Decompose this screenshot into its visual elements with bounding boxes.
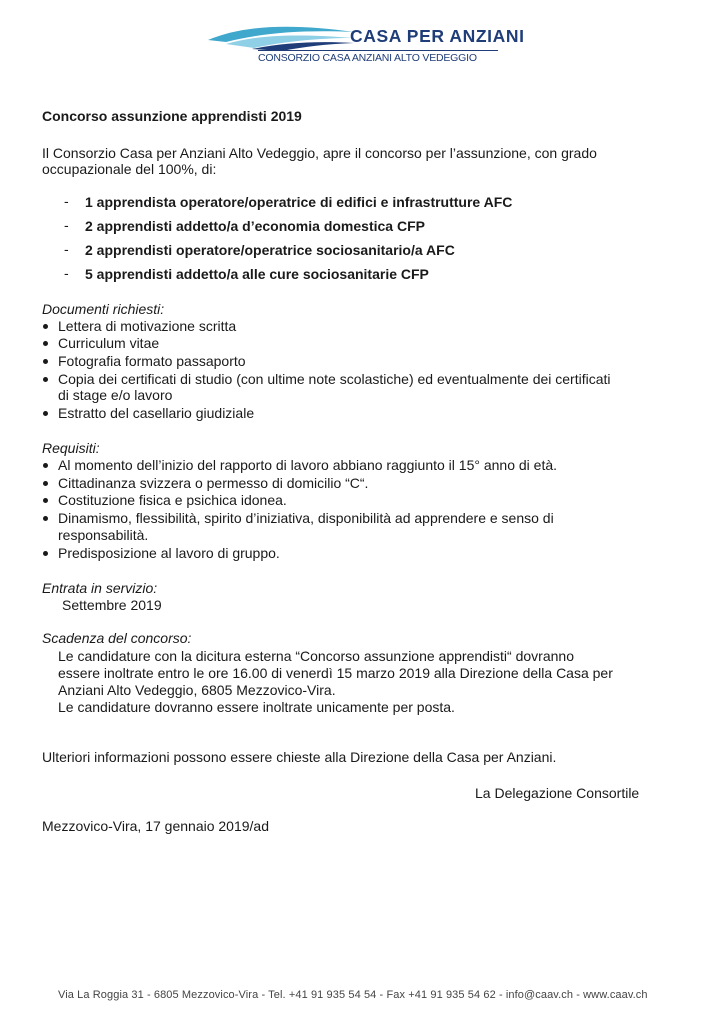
bullet-icon [43, 377, 48, 382]
logo [206, 18, 525, 74]
bullet-icon [43, 463, 48, 468]
place-date: Mezzovico-Vira, 17 gennaio 2019/ad [42, 818, 270, 834]
dash-icon: - [64, 217, 69, 233]
logo-title: CASA PER ANZIANI [350, 26, 525, 46]
document-item: Lettera di motivazione scritta [58, 318, 237, 334]
document-item: Fotografia formato passaporto [58, 353, 246, 369]
dash-icon: - [64, 265, 69, 281]
position-item: 2 apprendisti addetto/a d’economia domestica CFP [85, 218, 425, 234]
signature: La Delegazione Consortile [475, 785, 640, 801]
requirements-heading: Requisiti: [42, 440, 100, 456]
position-item: 2 apprendisti operatore/operatrice sociosanitario/a AFC [85, 242, 455, 258]
documents-heading: Documenti richiesti: [42, 301, 165, 317]
position-item: 1 apprendista operatore/operatrice di edifici e infrastrutture AFC [85, 194, 513, 210]
dash-icon: - [64, 193, 69, 209]
footer-contact: Via La Roggia 31 - 6805 Mezzovico-Vira - Tel. +41 91 935 54 54 - Fax +41 91 935 54 62 - info@caav.ch - www.caav.ch [58, 989, 648, 1001]
requirement-item: Costituzione fisica e psichica idonea. [58, 492, 287, 508]
deadline-line: Le candidature con la dicitura esterna “Concorso assunzione apprendisti“ dovranno [58, 648, 574, 664]
logo-subtitle: CONSORZIO CASA ANZIANI ALTO VEDEGGIO [258, 52, 477, 64]
deadline-line: Le candidature dovranno essere inoltrate unicamente per posta. [58, 699, 455, 715]
page-title: Concorso assunzione apprendisti 2019 [42, 108, 302, 124]
logo-rule [258, 50, 498, 51]
start-heading: Entrata in servizio: [42, 580, 158, 596]
more-info: Ulteriori informazioni possono essere chieste alla Direzione della Casa per Anziani. [42, 749, 557, 765]
bullet-icon [43, 551, 48, 556]
bullet-icon [43, 481, 48, 486]
bullet-icon [43, 516, 48, 521]
bullet-icon [43, 411, 48, 416]
requirement-item: Al momento dell’inizio del rapporto di lavoro abbiano raggiunto il 15° anno di età. [58, 457, 558, 473]
intro-line-2: occupazionale del 100%, di: [42, 161, 217, 177]
position-item: 5 apprendisti addetto/a alle cure sociosanitarie CFP [85, 266, 429, 282]
dash-icon: - [64, 241, 69, 257]
bullet-icon [43, 359, 48, 364]
document-item: Copia dei certificati di studio (con ultime note scolastiche) ed eventualmente dei certificati [58, 371, 611, 387]
deadline-line: Anziani Alto Vedeggio, 6805 Mezzovico-Vira. [58, 682, 336, 698]
document-item: Curriculum vitae [58, 335, 160, 351]
requirement-item: Predisposizione al lavoro di gruppo. [58, 545, 280, 561]
bullet-icon [43, 498, 48, 503]
bullet-icon [43, 324, 48, 329]
requirement-item: Cittadinanza svizzera o permesso di domicilio “C“. [58, 475, 369, 491]
deadline-line: essere inoltrate entro le ore 16.00 di venerdì 15 marzo 2019 alla Direzione della Casa per [58, 665, 613, 681]
intro-line-1: Il Consorzio Casa per Anziani Alto Vedeggio, apre il concorso per l’assunzione, con grado [42, 145, 597, 161]
document-item-continuation: di stage e/o lavoro [58, 387, 173, 403]
requirement-item-continuation: responsabilità. [58, 527, 149, 543]
deadline-heading: Scadenza del concorso: [42, 630, 192, 646]
requirement-item: Dinamismo, flessibilità, spirito d’iniziativa, disponibilità ad apprendere e senso di [58, 510, 554, 526]
document-item: Estratto del casellario giudiziale [58, 405, 255, 421]
bullet-icon [43, 341, 48, 346]
start-value: Settembre 2019 [62, 597, 162, 613]
